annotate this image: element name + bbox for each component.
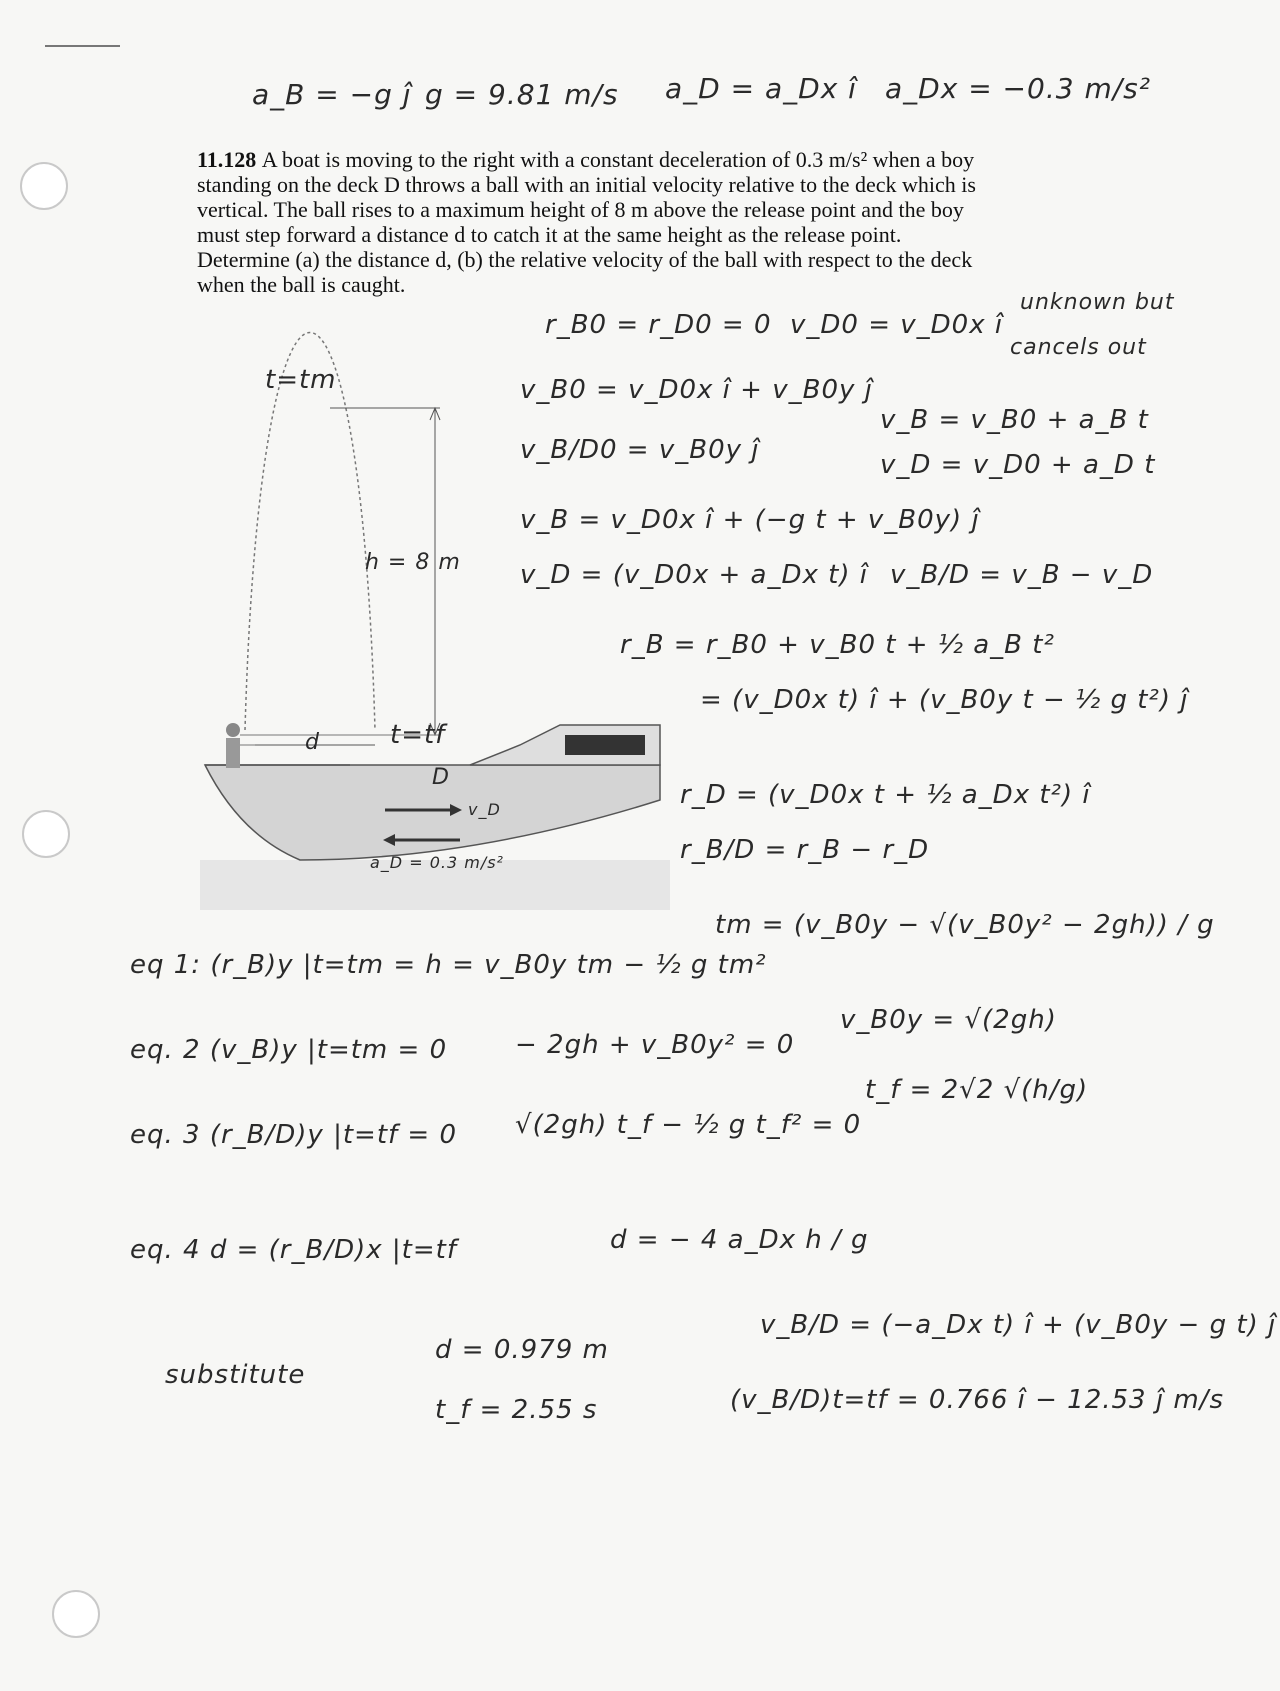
boy-head xyxy=(226,723,240,737)
label-deck: D xyxy=(432,765,450,790)
eq-tf: t_f = 2√2 √(h/g) xyxy=(865,1075,1089,1105)
label-velocity: v_D xyxy=(468,800,501,819)
eq-tm: tm = (v_B0y − √(v_B0y² − 2gh)) / g xyxy=(715,910,1215,940)
problem-number: 11.128 xyxy=(197,147,257,172)
note-aD: a_D = a_Dx î xyxy=(665,72,857,105)
eq-rD: r_D = (v_D0x t + ½ a_Dx t²) î xyxy=(680,780,1091,810)
result-vBD-value: (v_B/D)t=tf = 0.766 î − 12.53 ĵ m/s xyxy=(730,1385,1224,1415)
eq-rB: r_B = r_B0 + v_B0 t + ½ a_B t² xyxy=(620,630,1055,660)
note-cancels: cancels out xyxy=(1010,335,1147,360)
boy-body xyxy=(226,738,240,768)
label-distance: d xyxy=(305,730,320,755)
result-tf: t_f = 2.55 s xyxy=(435,1395,598,1425)
problem-line: Determine (a) the distance d, (b) the relative velocity of the ball with respect to the deck xyxy=(197,247,973,272)
eq-2-result: − 2gh + v_B0y² = 0 xyxy=(515,1030,795,1060)
note-aDx: a_Dx = −0.3 m/s² xyxy=(885,72,1151,105)
problem-line: A boat is moving to the right with a constant deceleration of 0.3 m/s² when a boy xyxy=(261,147,975,172)
cabin-window xyxy=(565,735,645,755)
result-vBD-expr: v_B/D = (−a_Dx t) î + (v_B0y − g t) ĵ xyxy=(760,1310,1277,1340)
note-aB: a_B = −g ĵ xyxy=(252,78,412,111)
eq-4-result: d = − 4 a_Dx h / g xyxy=(610,1225,869,1255)
eq-vB-expanded: v_B = v_D0x î + (−g t + v_B0y) ĵ xyxy=(520,505,980,535)
eq-vBD0: v_B/D0 = v_B0y ĵ xyxy=(520,435,760,465)
result-d: d = 0.979 m xyxy=(435,1335,609,1365)
problem-line: standing on the deck D throws a ball with an initial velocity relative to the deck which is xyxy=(197,172,976,197)
eq-3: eq. 3 (r_B/D)y |t=tf = 0 xyxy=(130,1120,458,1150)
eq-vD-expanded: v_D = (v_D0x + a_Dx t) î xyxy=(520,560,868,590)
note-g: g = 9.81 m/s xyxy=(425,78,619,111)
eq-4: eq. 4 d = (r_B/D)x |t=tf xyxy=(130,1235,457,1265)
eq-vD0: v_D0 = v_D0x î xyxy=(790,310,1004,340)
label-tm: t=tm xyxy=(265,365,337,395)
label-accel: a_D = 0.3 m/s² xyxy=(370,853,504,872)
eq-r0: r_B0 = r_D0 = 0 xyxy=(545,310,772,340)
problem-line: when the ball is caught. xyxy=(197,272,406,297)
eq-vBD: v_B/D = v_B − v_D xyxy=(890,560,1154,590)
eq-1: eq 1: (r_B)y |t=tm = h = v_B0y tm − ½ g tm² xyxy=(130,950,767,980)
note-unknown: unknown but xyxy=(1020,290,1175,315)
problem-line: must step forward a distance d to catch it at the same height as the release point. xyxy=(197,222,902,247)
label-tf: t=tf xyxy=(390,720,446,750)
eq-3-result: √(2gh) t_f − ½ g t_f² = 0 xyxy=(515,1110,862,1140)
eq-vD: v_D = v_D0 + a_D t xyxy=(880,450,1156,480)
label-height: h = 8 m xyxy=(365,550,461,575)
eq-vB: v_B = v_B0 + a_B t xyxy=(880,405,1149,435)
note-substitute: substitute xyxy=(165,1360,306,1390)
eq-rBD: r_B/D = r_B − r_D xyxy=(680,835,930,865)
eq-rB-expanded: = (v_D0x t) î + (v_B0y t − ½ g t²) ĵ xyxy=(700,685,1189,715)
eq-2: eq. 2 (v_B)y |t=tm = 0 xyxy=(130,1035,448,1065)
problem-line: vertical. The ball rises to a maximum height of 8 m above the release point and the boy xyxy=(197,197,964,222)
eq-vB0y: v_B0y = √(2gh) xyxy=(840,1005,1057,1035)
eq-vB0: v_B0 = v_D0x î + v_B0y ĵ xyxy=(520,375,873,405)
